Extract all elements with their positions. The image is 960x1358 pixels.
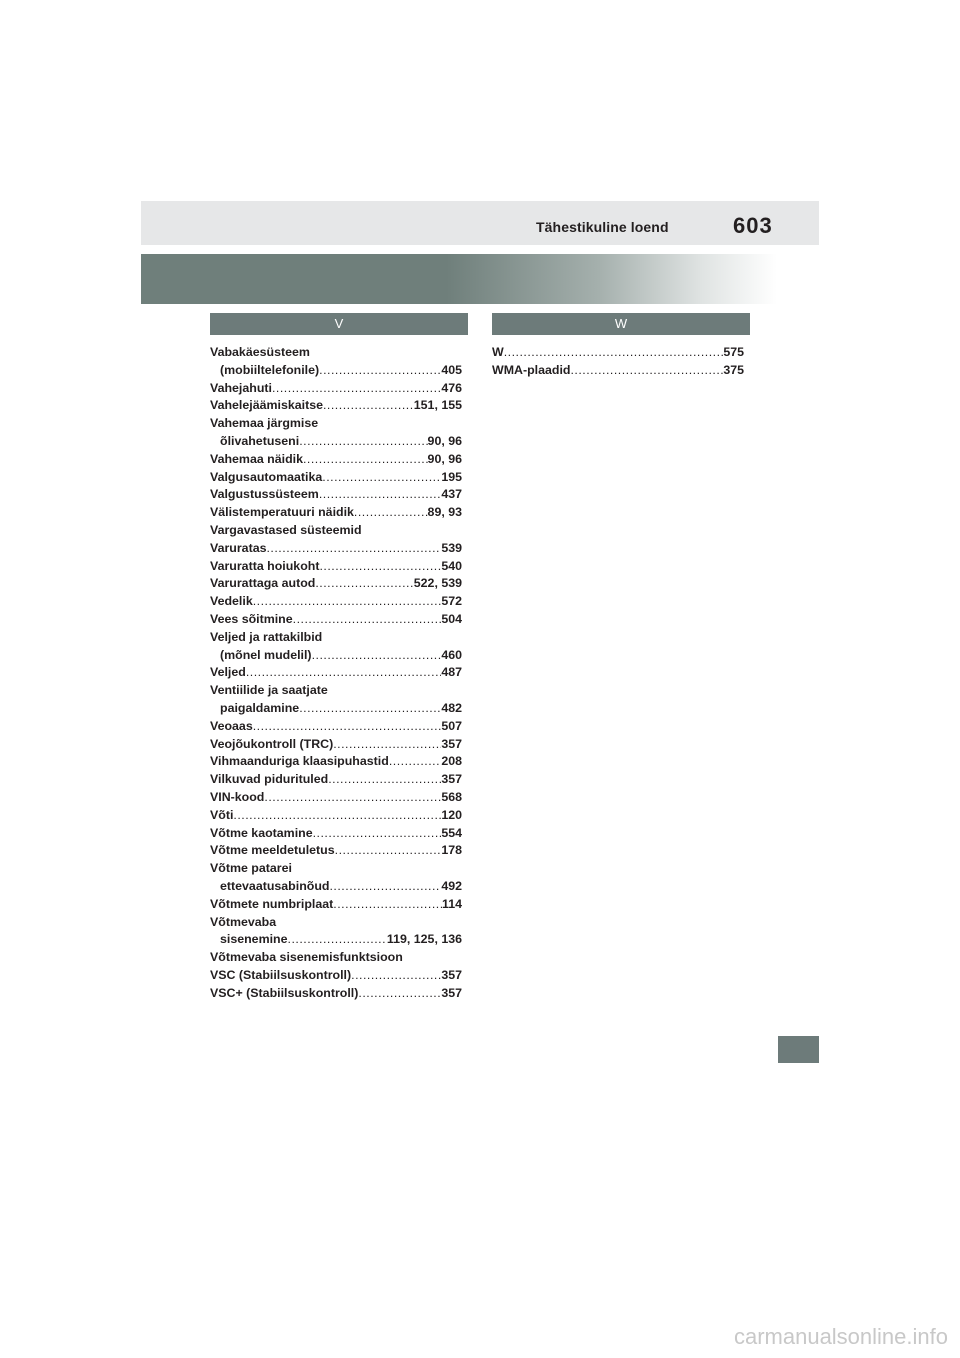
index-column-w xyxy=(492,344,744,380)
entry-label: ettevaatusabinõud xyxy=(220,878,330,893)
entry-label: Varurattaga autod xyxy=(210,576,316,591)
index-entry[interactable] xyxy=(210,878,462,896)
entry-label: Välistemperatuuri näidik xyxy=(210,505,354,520)
index-entry[interactable] xyxy=(210,807,462,825)
index-entry-heading: Vargavastased süsteemid xyxy=(210,522,362,537)
entry-label: VSC+ (Stabiilsuskontroll) xyxy=(210,985,359,1000)
watermark-text: carmanualsonline.info xyxy=(733,1324,948,1349)
entry-page: 357 xyxy=(441,772,462,787)
entry-label: W xyxy=(492,345,504,359)
index-entry-heading: Veljed ja rattakilbid xyxy=(210,629,323,644)
index-entry[interactable] xyxy=(210,700,462,718)
index-entry[interactable] xyxy=(210,575,462,593)
entry-page: 575 xyxy=(723,345,744,359)
entry-page: 195 xyxy=(441,469,462,484)
index-entry[interactable] xyxy=(210,611,462,629)
entry-page: 568 xyxy=(441,789,462,804)
entry-label: WMA-plaadid xyxy=(492,362,571,377)
index-entry[interactable] xyxy=(210,825,462,843)
entry-page: 90, 96 xyxy=(427,433,462,448)
entry-label: Vahelejäämiskaitse xyxy=(210,398,323,413)
index-entry[interactable] xyxy=(210,967,462,985)
index-entry[interactable] xyxy=(210,451,462,469)
entry-page: 476 xyxy=(441,380,462,395)
entry-page: 90, 96 xyxy=(427,451,462,466)
index-entry[interactable] xyxy=(210,753,462,771)
page-number: 603 xyxy=(733,213,773,238)
index-entry[interactable] xyxy=(210,380,462,398)
index-entry[interactable] xyxy=(210,593,462,611)
entry-label: Võtme kaotamine xyxy=(210,825,313,840)
header-title: Tähestikuline loend xyxy=(536,219,669,235)
entry-label: Vahemaa näidik xyxy=(210,451,303,466)
index-entry-heading: Vabakäesüsteem xyxy=(210,345,310,359)
index-entry-heading: Võtmevaba xyxy=(210,914,277,929)
entry-label: Valgustussüsteem xyxy=(210,487,319,502)
index-entry[interactable] xyxy=(210,469,462,487)
entry-label: Veljed xyxy=(210,665,246,680)
index-entry[interactable] xyxy=(210,718,462,736)
entry-label: Vahejahuti xyxy=(210,380,272,395)
entry-label: paigaldamine xyxy=(220,700,300,715)
header-bar xyxy=(141,201,819,245)
entry-label: VSC (Stabiilsuskontroll) xyxy=(210,967,352,982)
entry-label: Varuratas xyxy=(210,540,267,555)
entry-page: 540 xyxy=(441,558,462,573)
entry-label: Vilkuvad pidurituled xyxy=(210,772,329,787)
index-entry[interactable] xyxy=(210,558,462,576)
entry-label: sisenemine xyxy=(220,932,288,947)
entry-label: (mobiiltelefonile) xyxy=(220,362,320,377)
entry-page: 119, 125, 136 xyxy=(386,932,462,947)
entry-label: Varuratta hoiukoht xyxy=(210,558,320,573)
entry-page: 522, 539 xyxy=(413,576,462,591)
index-entry[interactable] xyxy=(210,736,462,754)
index-entry[interactable] xyxy=(210,397,462,415)
chapter-thumb-tab xyxy=(778,1036,819,1063)
entry-page: 114 xyxy=(442,896,462,911)
section-header-v: V xyxy=(210,313,468,335)
index-entry[interactable] xyxy=(210,771,462,789)
entry-page: 539 xyxy=(441,540,462,555)
entry-label: Võti xyxy=(210,807,234,822)
entry-label: Valgusautomaatika xyxy=(210,469,323,484)
index-entry[interactable] xyxy=(210,931,462,949)
entry-page: 357 xyxy=(441,967,462,982)
entry-page: 554 xyxy=(441,825,462,840)
index-entry[interactable] xyxy=(210,362,462,380)
index-entry[interactable] xyxy=(492,362,744,380)
entry-page: 357 xyxy=(441,736,462,751)
entry-label: õlivahetuseni xyxy=(220,433,300,448)
index-entry-heading: Võtmevaba sisenemisfunktsioon xyxy=(210,950,403,965)
entry-page: 504 xyxy=(441,611,462,626)
index-column-v xyxy=(210,344,462,1002)
entry-page: 487 xyxy=(441,665,462,680)
entry-page: 208 xyxy=(441,754,462,769)
entry-page: 151, 155 xyxy=(413,398,462,413)
entry-page: 482 xyxy=(441,700,462,715)
index-entry[interactable] xyxy=(210,647,462,665)
entry-label: (mõnel mudelil) xyxy=(220,647,312,662)
entry-label: Veoaas xyxy=(210,718,253,733)
entry-page: 437 xyxy=(441,487,462,502)
entry-page: 89, 93 xyxy=(427,505,462,520)
entry-page: 507 xyxy=(441,718,462,733)
index-entry[interactable] xyxy=(210,664,462,682)
entry-page: 120 xyxy=(441,807,462,822)
index-entry-heading: Ventiilide ja saatjate xyxy=(210,683,328,698)
index-entry-heading: Võtme patarei xyxy=(210,861,292,876)
entry-page: 460 xyxy=(441,647,462,662)
entry-page: 357 xyxy=(441,985,462,1000)
section-header-w: W xyxy=(492,313,750,335)
entry-label: VIN-kood xyxy=(210,789,265,804)
index-entry[interactable] xyxy=(210,504,462,522)
index-entry[interactable] xyxy=(210,789,462,807)
entry-page: 405 xyxy=(441,362,462,377)
index-entry[interactable] xyxy=(210,842,462,860)
entry-page: 492 xyxy=(441,878,462,893)
entry-label: Võtme meeldetuletus xyxy=(210,843,335,858)
index-entry-heading: Vahemaa järgmise xyxy=(210,416,319,431)
index-entry[interactable] xyxy=(210,896,462,914)
entry-label: Veojõukontroll (TRC) xyxy=(210,736,334,751)
entry-label: Võtmete numbriplaat xyxy=(210,896,334,911)
index-entry[interactable] xyxy=(210,540,462,558)
entry-label: Vees sõitmine xyxy=(210,611,293,626)
index-entry[interactable] xyxy=(210,433,462,451)
entry-page: 178 xyxy=(441,843,462,858)
entry-page: 572 xyxy=(441,594,462,609)
entry-label: Vihmaanduriga klaasipuhastid xyxy=(210,754,389,769)
decorative-band xyxy=(141,254,777,304)
index-entry[interactable] xyxy=(492,344,744,362)
entry-label: Vedelik xyxy=(210,594,253,609)
index-entry[interactable] xyxy=(210,985,462,1003)
entry-page: 375 xyxy=(723,362,744,377)
index-entry[interactable] xyxy=(210,486,462,504)
